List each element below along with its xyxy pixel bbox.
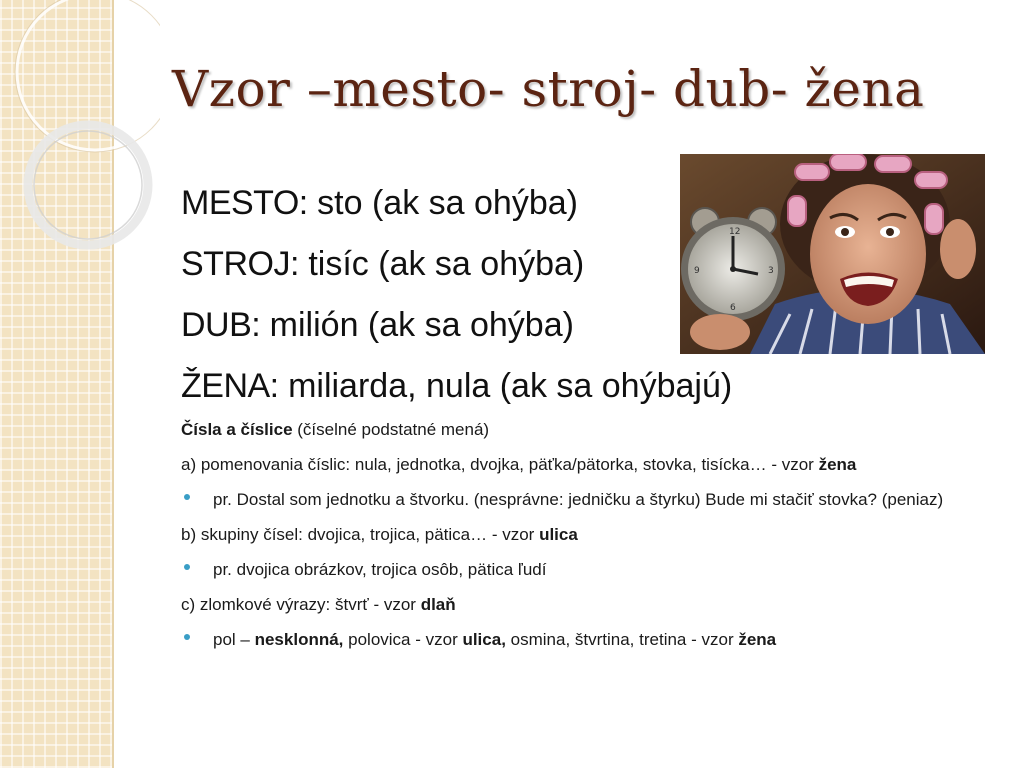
paragraph-a <box>181 453 981 476</box>
item-text: tisíc (ak sa ohýba) <box>298 245 585 283</box>
list-item-mesto <box>181 173 732 234</box>
alarm-clock-woman-photo <box>680 154 985 354</box>
slide-title: Vzor –mesto- stroj- dub- žena <box>172 60 925 118</box>
bullet-item-2-text: pr. dvojica obrázkov, trojica osôb, pätica ľudí <box>213 560 547 579</box>
svg-text:9: 9 <box>694 266 700 276</box>
list-item-zena <box>181 356 732 417</box>
decorative-side-band <box>0 0 114 768</box>
section-heading <box>181 418 981 441</box>
bullet-3-bold-2: ulica, <box>462 630 506 649</box>
bullet-item-1 <box>181 488 981 511</box>
svg-text:6: 6 <box>730 303 736 313</box>
svg-text:12: 12 <box>729 227 741 237</box>
bullet-item-2 <box>181 558 981 581</box>
bullet-item-1-text: pr. Dostal som jednotku a štvorku. (nesprávne: jedničku a štyrku) Bude mi stačiť stovka? (peniaz) <box>213 490 944 509</box>
paragraph-c <box>181 593 981 616</box>
paragraph-a-text: a) pomenovania číslic: nula, jednotka, dvojka, päťka/pätorka, stovka, tisícka… - vzor <box>181 455 819 474</box>
paragraph-c-text: c) zlomkové výrazy: štvrť - vzor <box>181 595 421 614</box>
list-item-dub <box>181 295 732 356</box>
section-heading-rest: (číselné podstatné mená) <box>292 420 490 439</box>
bullet-item-3 <box>181 628 981 651</box>
item-key: DUB: <box>181 306 261 344</box>
item-key: STROJ: <box>181 245 299 283</box>
paragraph-b-bold: ulica <box>539 525 578 544</box>
bullet-3-text-2: polovica - vzor <box>343 630 463 649</box>
band-edge-line <box>112 0 114 768</box>
bullet-dot-icon <box>184 564 190 570</box>
declension-list <box>181 173 732 417</box>
section-heading-bold: Čísla a číslice <box>181 420 293 439</box>
svg-text:3: 3 <box>768 266 774 276</box>
paragraph-a-bold: žena <box>818 455 857 474</box>
item-text: sto (ak sa ohýba) <box>307 184 578 222</box>
paragraph-b-text: b) skupiny čísel: dvojica, trojica, pätica… - vzor <box>181 525 540 544</box>
paragraph-b <box>181 523 981 546</box>
paragraph-c-bold: dlaň <box>420 595 456 614</box>
item-text: miliarda, nula (ak sa ohýbajú) <box>278 367 733 405</box>
item-key: MESTO: <box>181 184 308 222</box>
numbers-section <box>181 418 981 663</box>
item-key: ŽENA: <box>181 367 279 405</box>
item-text: milión (ak sa ohýba) <box>260 306 574 344</box>
bullet-3-bold-3: žena <box>738 630 777 649</box>
bullet-dot-icon <box>184 634 190 640</box>
bullet-3-text-1: pol – <box>213 630 255 649</box>
list-item-stroj <box>181 234 732 295</box>
bullet-3-text-3: osmina, štvrtina, tretina - vzor <box>505 630 739 649</box>
bullet-3-bold-1: nesklonná, <box>254 630 344 649</box>
bullet-dot-icon <box>184 494 190 500</box>
photo-illustration <box>680 154 985 354</box>
